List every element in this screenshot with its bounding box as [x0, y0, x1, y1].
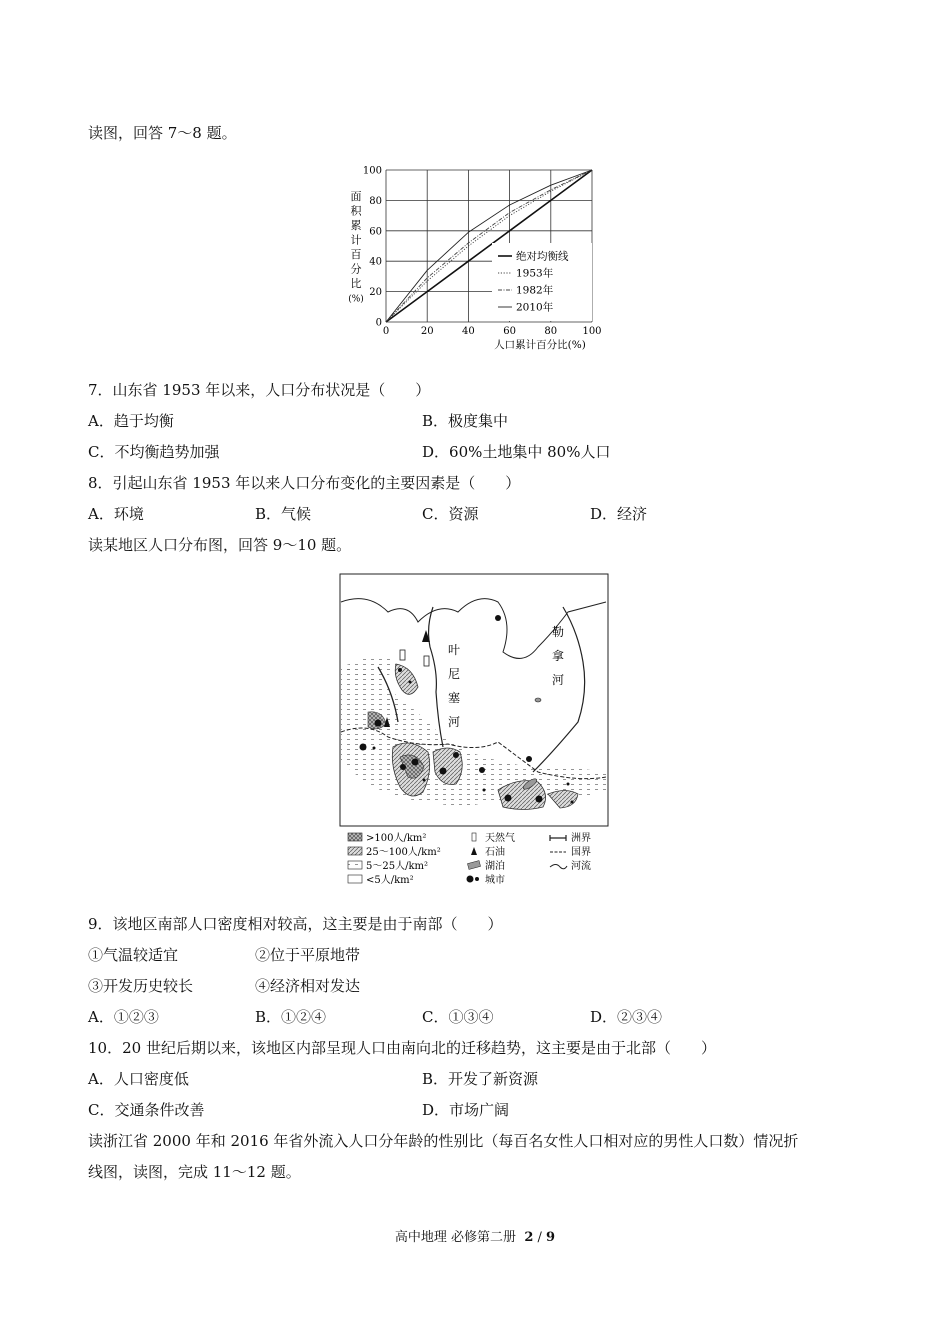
- y-tick-label: 60: [369, 226, 382, 238]
- y-axis-label-char: 积: [350, 204, 362, 218]
- q9-option-c[interactable]: C．①③④: [422, 1008, 494, 1026]
- map-legend: [348, 831, 591, 886]
- svg-text:河流: 河流: [571, 861, 591, 872]
- q8-option-b[interactable]: B．气候: [255, 505, 312, 523]
- footer-total: 9: [546, 1230, 556, 1245]
- svg-text:<5人/km²: <5人/km²: [366, 875, 414, 886]
- footer-sep: /: [533, 1230, 547, 1245]
- q7-stem: 7．山东省 1953 年以来，人口分布状况是（ ）: [88, 381, 431, 399]
- river-label-lena: [552, 624, 564, 687]
- q10-stem: 10．20 世纪后期以来，该地区内部呈现人口由南向北的迁移趋势，这主要是由于北部（ ）: [88, 1039, 716, 1057]
- q8-stem: 8．引起山东省 1953 年以来人口分布变化的主要因素是（ ）: [88, 474, 521, 492]
- y-axis-label-char: 比: [350, 277, 362, 290]
- q9-stem: 9．该地区南部人口密度相对较高，这主要是由于南部（ ）: [88, 915, 503, 933]
- gas-symbol-2: [424, 656, 429, 666]
- svg-text:塞: 塞: [448, 691, 461, 705]
- y-tick-label: 100: [362, 165, 382, 177]
- intro-9-10: 读某地区人口分布图，回答 9～10 题。: [88, 536, 352, 554]
- q8-option-d[interactable]: D．经济: [590, 505, 648, 523]
- q9-statement-3: ③开发历史较长: [88, 977, 194, 995]
- q9-statement-2: ②位于平原地带: [255, 946, 361, 964]
- x-tick-label: 60: [503, 326, 516, 337]
- y-axis-label-char: 分: [350, 262, 362, 276]
- x-tick-label: 0: [382, 326, 390, 337]
- q10-option-c[interactable]: C．交通条件改善: [88, 1101, 205, 1119]
- q9-statement-4: ④经济相对发达: [255, 977, 361, 995]
- q7-option-a[interactable]: A．趋于均衡: [88, 412, 174, 430]
- svg-text:石油: 石油: [485, 847, 505, 858]
- svg-text:国界: 国界: [571, 847, 591, 858]
- intro-11-12-line1: 读浙江省 2000 年和 2016 年省外流入人口分年龄的性别比（每百名女性人口相对应的男性人口数）情况折: [88, 1132, 799, 1150]
- svg-text:拿: 拿: [552, 649, 565, 663]
- svg-text:洲界: 洲界: [571, 833, 591, 844]
- population-map: [338, 572, 613, 892]
- svg-text:>100人/km²: >100人/km²: [366, 833, 427, 844]
- q7-option-c[interactable]: C．不均衡趋势加强: [88, 443, 220, 461]
- gas-symbol: [400, 650, 405, 660]
- x-tick-label: 40: [462, 326, 475, 337]
- q7-option-b[interactable]: B．极度集中: [422, 412, 509, 430]
- q9-option-a[interactable]: A．①②③: [88, 1008, 159, 1026]
- q7-option-d[interactable]: D．60%土地集中 80%人口: [422, 443, 611, 461]
- q10-option-b[interactable]: B．开发了新资源: [422, 1070, 539, 1088]
- q8-option-a[interactable]: A．环境: [88, 505, 144, 523]
- y-tick-label: 80: [369, 195, 382, 207]
- q8-option-c[interactable]: C．资源: [422, 505, 479, 523]
- svg-text:勒: 勒: [552, 625, 565, 639]
- legend-label: 1953年: [516, 267, 554, 280]
- lorenz-chart: [340, 160, 610, 355]
- x-tick-label: 100: [582, 326, 602, 337]
- legend-label: 绝对均衡线: [516, 250, 569, 263]
- svg-text:叶: 叶: [448, 643, 461, 657]
- x-tick-label: 80: [544, 326, 558, 337]
- lake-2: [535, 698, 541, 702]
- q9-option-b[interactable]: B．①②④: [255, 1008, 327, 1026]
- q9-statement-1: ①气温较适宜: [88, 946, 179, 964]
- y-axis-label: [348, 190, 364, 305]
- svg-text:河: 河: [448, 715, 461, 729]
- intro-11-12-line2: 线图，读图，完成 11～12 题。: [88, 1163, 301, 1181]
- svg-text:天然气: 天然气: [485, 833, 515, 844]
- footer-page: 2: [524, 1230, 534, 1245]
- q10-option-a[interactable]: A．人口密度低: [88, 1070, 189, 1088]
- legend-label: 1982年: [516, 284, 554, 297]
- svg-text:尼: 尼: [448, 667, 461, 681]
- y-tick-label: 20: [369, 287, 382, 299]
- q10-option-d[interactable]: D．市场广阔: [422, 1101, 510, 1119]
- y-tick-label: 40: [369, 256, 382, 268]
- footer-subject: 高中地理 必修第二册: [394, 1230, 517, 1245]
- svg-text:5～25人/km²: 5～25人/km²: [366, 861, 429, 872]
- page-footer: [0, 1226, 950, 1245]
- svg-text:河: 河: [552, 673, 565, 687]
- y-axis-label-char: 百: [350, 248, 362, 261]
- svg-text:25～100人/km²: 25～100人/km²: [366, 847, 441, 858]
- y-axis-label-char: 计: [350, 233, 362, 247]
- y-axis-label-char: (%): [348, 294, 364, 305]
- y-axis-label-char: 累: [350, 219, 362, 232]
- svg-text:湖泊: 湖泊: [485, 861, 505, 872]
- intro-7-8: 读图，回答 7～8 题。: [88, 124, 237, 142]
- legend-label: 2010年: [516, 301, 554, 314]
- x-tick-label: 20: [420, 326, 434, 337]
- y-tick-label: 0: [375, 317, 382, 329]
- q9-option-d[interactable]: D．②③④: [590, 1008, 663, 1026]
- x-axis-label: 人口累计百分比(%): [494, 339, 586, 351]
- chart-legend: [492, 243, 592, 321]
- y-axis-label-char: 面: [350, 190, 362, 203]
- svg-text:城市: 城市: [485, 875, 505, 886]
